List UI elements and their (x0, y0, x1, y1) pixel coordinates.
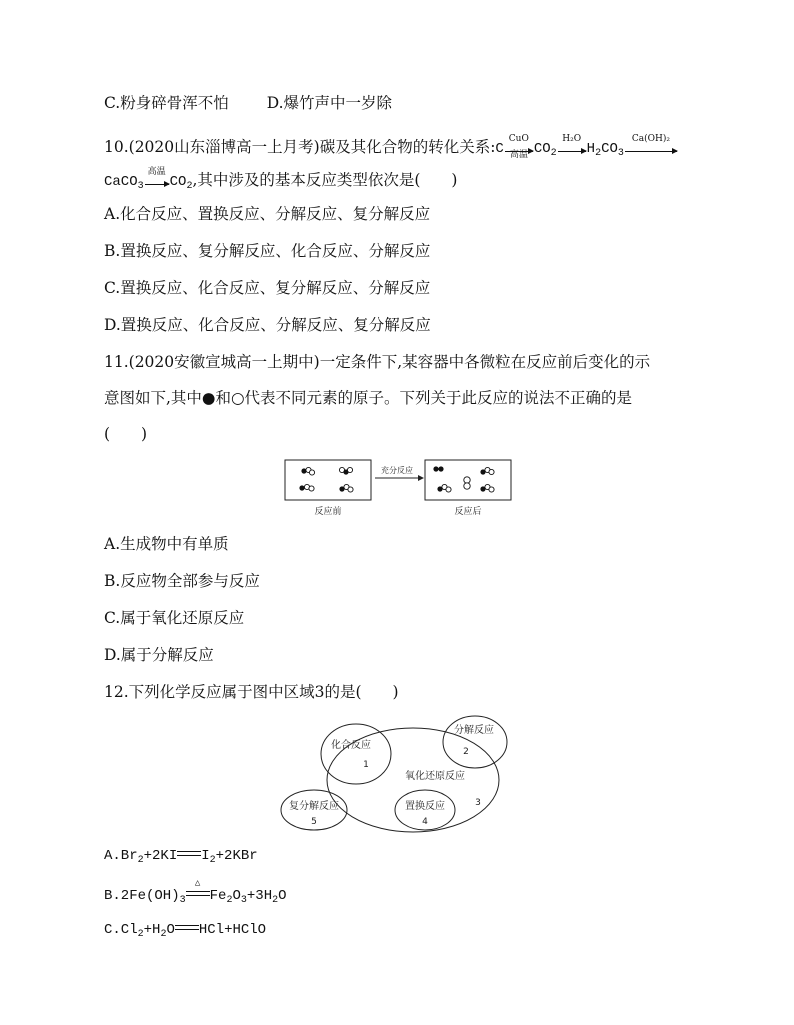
q11-stem-line1: 11.(2020安徽宣城高一上期中)一定条件下,某容器中各微粒在反应前后变化的示 (104, 353, 651, 371)
q10-stem-line1 (104, 134, 678, 160)
q10-stem-line2 (104, 167, 458, 192)
q10-arrow-cuo-label: CuO (508, 134, 529, 144)
after-molecule-2 (464, 477, 470, 489)
q10-arrow-heat-label: 高温 (147, 167, 166, 177)
q10-arrow-h2o (558, 134, 586, 152)
q12-option-b: $B.2Fe(OH)_3$ △ $Fe_2O_3+3H_2O$ (104, 878, 287, 906)
displacement-label: 置换反应 (405, 801, 445, 812)
q10-arrow-cuo-cond: 高温 (509, 150, 528, 160)
q12-stem: 12.下列化学反应属于图中区域3的是( ) (104, 683, 399, 701)
q10-arrow-caoh2 (625, 134, 677, 152)
q11-stem-line2: 意图如下,其中●和○代表不同元素的原子。下列关于此反应的说法不正确的是 (104, 389, 632, 407)
q10-co2: $CO_2$ (533, 141, 557, 159)
combination-ellipse (321, 724, 391, 784)
after-molecule-1 (433, 466, 443, 471)
q12-option-c: $C.Cl_2+H_2O$ HCl+HClO (104, 922, 267, 940)
q11-stem-line3: ( ) (104, 425, 148, 443)
heat-equals-sign: △ (186, 888, 210, 900)
q10-caco3: CaCO$_3$ (104, 174, 144, 192)
q11-figure-svg (284, 458, 516, 516)
q12-option-a: $A.Br_2+2KI$ $I_2+2KBr$ (104, 848, 258, 866)
double-decomposition-label: 复分解反应 (289, 801, 339, 812)
region-3-label: 3 (475, 798, 481, 808)
q11-option-a: A.生成物中有单质 (104, 535, 229, 553)
after-label: 反应后 (454, 507, 482, 516)
before-molecule-2 (339, 467, 352, 474)
decomposition-label: 分解反应 (454, 725, 494, 736)
q10-carbon: C (495, 141, 504, 157)
before-molecule-4 (339, 484, 353, 492)
q11-option-b: B.反应物全部参与反应 (104, 572, 260, 590)
q10-arrow-h2o-label: H₂O (562, 134, 582, 144)
q10-option-d: D.置换反应、化合反应、分解反应、复分解反应 (104, 316, 431, 334)
q9-option-c: C.粉身碎骨浑不怕 (104, 94, 229, 112)
q9-option-d: D.爆竹声中一岁除 (266, 94, 393, 112)
before-molecule-3 (299, 484, 314, 491)
reaction-arrow-head (418, 475, 424, 481)
q10-co2-final: $CO_2$ (169, 174, 193, 192)
q10-h2co3: $H_2CO_3$ (586, 141, 624, 159)
q10-option-b: B.置换反应、复分解反应、化合反应、分解反应 (104, 242, 431, 260)
before-molecule-1 (301, 467, 314, 475)
before-label: 反应前 (314, 507, 342, 516)
reaction-arrow-label: 充分反应 (381, 466, 413, 475)
before-box (285, 460, 371, 500)
q12-venn-svg (278, 712, 518, 834)
region-4-label: 4 (422, 817, 428, 827)
after-molecule-5 (480, 484, 494, 492)
after-molecule-4 (480, 467, 494, 474)
region-2-label: 2 (463, 747, 469, 757)
q10-arrow-heat (145, 167, 169, 185)
q11-option-d: D.属于分解反应 (104, 646, 214, 664)
q10-arrow-cuo (505, 134, 533, 160)
q10-option-a: A.化合反应、置换反应、分解反应、复分解反应 (104, 205, 431, 223)
q12-venn-figure (278, 712, 518, 834)
q10-prefix: 10.(2020山东淄博高一上月考)碳及其化合物的转化关系: (104, 138, 496, 156)
reversible-sign (175, 922, 199, 934)
q9-options-line (104, 93, 392, 113)
region-5-label: 5 (311, 817, 317, 827)
after-molecule-3 (437, 484, 451, 492)
q10-tail: ,其中涉及的基本反应类型依次是( ) (192, 171, 458, 189)
q11-figure (284, 458, 516, 516)
q10-option-c: C.置换反应、化合反应、复分解反应、分解反应 (104, 279, 431, 297)
q10-arrow-caoh2-label: Ca(OH)₂ (631, 134, 670, 144)
decomposition-ellipse (443, 716, 507, 768)
redox-label: 氧化还原反应 (405, 771, 465, 782)
region-1-label: 1 (363, 760, 369, 770)
equals-sign (177, 848, 201, 860)
combination-label: 化合反应 (331, 740, 371, 751)
q11-option-c: C.属于氧化还原反应 (104, 609, 245, 627)
